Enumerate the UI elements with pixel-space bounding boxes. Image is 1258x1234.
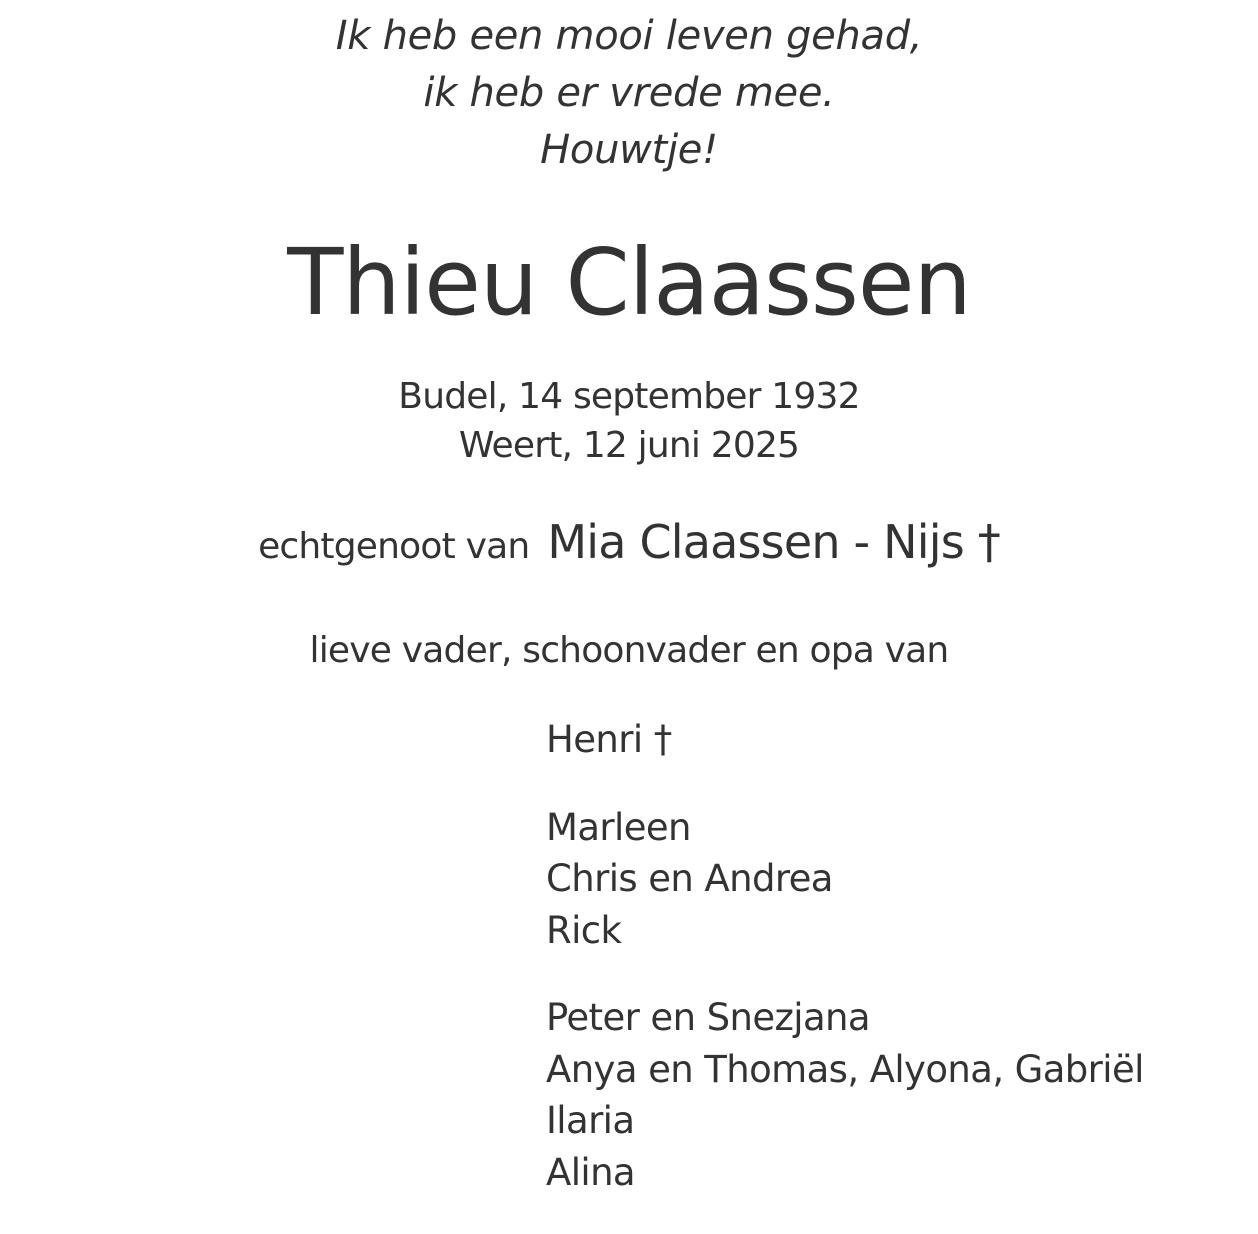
deceased-name: Thieu Claassen <box>287 229 971 336</box>
family-group <box>546 992 1144 1198</box>
family-group <box>546 714 1144 766</box>
relation-text: lieve vader, schoonvader en opa van <box>309 630 949 671</box>
death-date: Weert, 12 juni 2025 <box>458 425 800 466</box>
birth-date: Budel, 14 september 1932 <box>398 376 860 417</box>
motto-line: ik heb er vrede mee. <box>423 70 835 116</box>
family-member: Henri † <box>546 718 672 761</box>
family-member: Peter en Snezjana <box>546 996 870 1039</box>
motto-quote <box>0 8 1258 179</box>
family-list <box>546 714 1144 1234</box>
family-member: Marleen <box>546 805 691 849</box>
family-member: Anya en Thomas, Alyona, Gabriël <box>546 1047 1144 1091</box>
motto-line: Ik heb een mooi leven gehad, <box>335 13 923 59</box>
spouse-line <box>0 515 1258 569</box>
family-member: Alina <box>546 1150 635 1194</box>
spouse-prefix: echtgenoot van <box>258 526 530 567</box>
family-member: Chris en Andrea <box>546 857 833 900</box>
family-member: Rick <box>546 908 622 952</box>
motto-line: Houwtje! <box>540 127 718 173</box>
family-member: Ilaria <box>546 1099 635 1142</box>
life-dates <box>0 372 1258 470</box>
spouse-name: Mia Claassen - Nijs † <box>547 515 1000 569</box>
family-group <box>546 802 1144 957</box>
